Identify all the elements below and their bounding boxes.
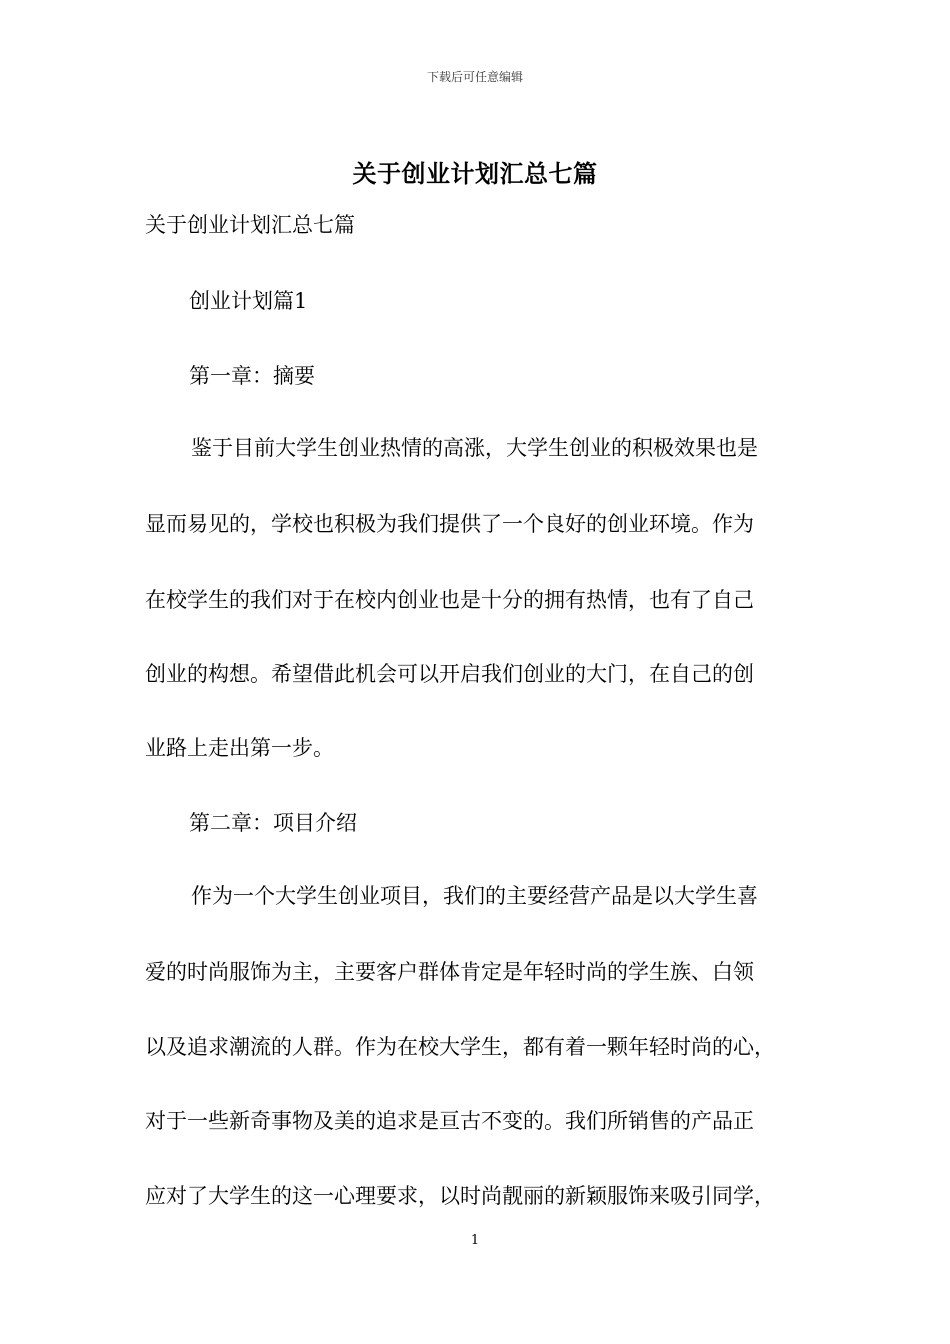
header-note: 下载后可任意编辑 — [426, 70, 523, 84]
chapter2-line-5: 应对了大学生的这一心理要求，以时尚靓丽的新颖服饰来吸引同学， — [145, 1184, 775, 1208]
chapter1-line-1: 鉴于目前大学生创业热情的高涨，大学生创业的积极效果也是 — [191, 436, 758, 460]
chapter1-line-4: 创业的构想。希望借此机会可以开启我们创业的大门，在自己的创 — [145, 662, 754, 686]
chapter1-line-3: 在校学生的我们对于在校内创业也是十分的拥有热情，也有了自己 — [145, 588, 754, 612]
chapter2-line-3: 以及追求潮流的人群。作为在校大学生，都有着一颗年轻时尚的心， — [145, 1035, 775, 1059]
section-heading: 创业计划篇1 — [189, 289, 308, 313]
document-subtitle: 关于创业计划汇总七篇 — [145, 213, 355, 237]
page-number: 1 — [470, 1233, 480, 1248]
chapter1-heading: 第一章：摘要 — [189, 364, 315, 388]
chapter2-line-1: 作为一个大学生创业项目，我们的主要经营产品是以大学生喜 — [191, 884, 758, 908]
document-title: 关于创业计划汇总七篇 — [352, 159, 598, 188]
chapter1-line-2: 显而易见的，学校也积极为我们提供了一个良好的创业环境。作为 — [145, 512, 754, 536]
chapter2-line-2: 爱的时尚服饰为主，主要客户群体肯定是年轻时尚的学生族、白领 — [145, 960, 754, 984]
chapter2-line-4: 对于一些新奇事物及美的追求是亘古不变的。我们所销售的产品正 — [145, 1109, 754, 1133]
chapter1-line-5: 业路上走出第一步。 — [145, 736, 334, 760]
chapter2-heading: 第二章：项目介绍 — [189, 811, 357, 835]
